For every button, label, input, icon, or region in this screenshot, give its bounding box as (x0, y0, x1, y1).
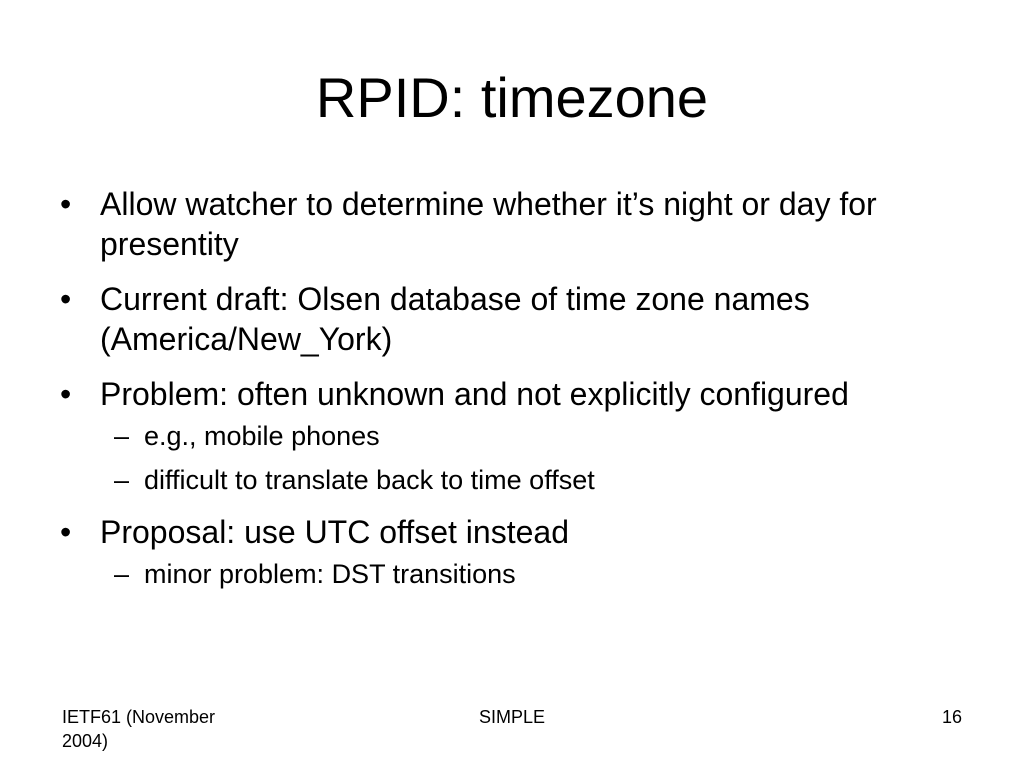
bullet-text: Proposal: use UTC offset instead (100, 514, 569, 550)
sub-bullet-text: e.g., mobile phones (144, 421, 380, 451)
sub-bullet-item (100, 557, 966, 591)
bullet-marker: • (60, 281, 72, 317)
bullet-text: Problem: often unknown and not explicitly configured (100, 376, 849, 412)
sub-bullet-item (100, 419, 966, 453)
footer-title: SIMPLE (478, 707, 546, 727)
sub-bullet-marker: – (114, 465, 130, 495)
sub-bullet-item (100, 463, 966, 497)
bullet-marker: • (60, 376, 72, 412)
bullet-item (56, 374, 966, 497)
sub-bullet-list (100, 419, 966, 497)
slide-title: RPID: timezone (315, 66, 709, 129)
bullet-item (56, 279, 966, 359)
slide-number: 16 (941, 707, 962, 727)
bullet-marker: • (60, 186, 72, 222)
bullet-text: Current draft: Olsen database of time zone names (America/New_York) (100, 281, 810, 357)
sub-bullet-marker: – (114, 421, 130, 451)
sub-bullet-text: difficult to translate back to time offset (144, 465, 595, 495)
bullet-marker: • (60, 514, 72, 550)
bullet-item (56, 184, 966, 264)
bullet-list (56, 184, 966, 606)
footer-event: IETF61 (November 2004) (62, 707, 216, 751)
sub-bullet-list (100, 557, 966, 591)
sub-bullet-text: minor problem: DST transitions (144, 559, 516, 589)
sub-bullet-marker: – (114, 559, 130, 589)
bullet-item (56, 512, 966, 591)
bullet-text: Allow watcher to determine whether it’s night or day for presentity (100, 186, 877, 262)
